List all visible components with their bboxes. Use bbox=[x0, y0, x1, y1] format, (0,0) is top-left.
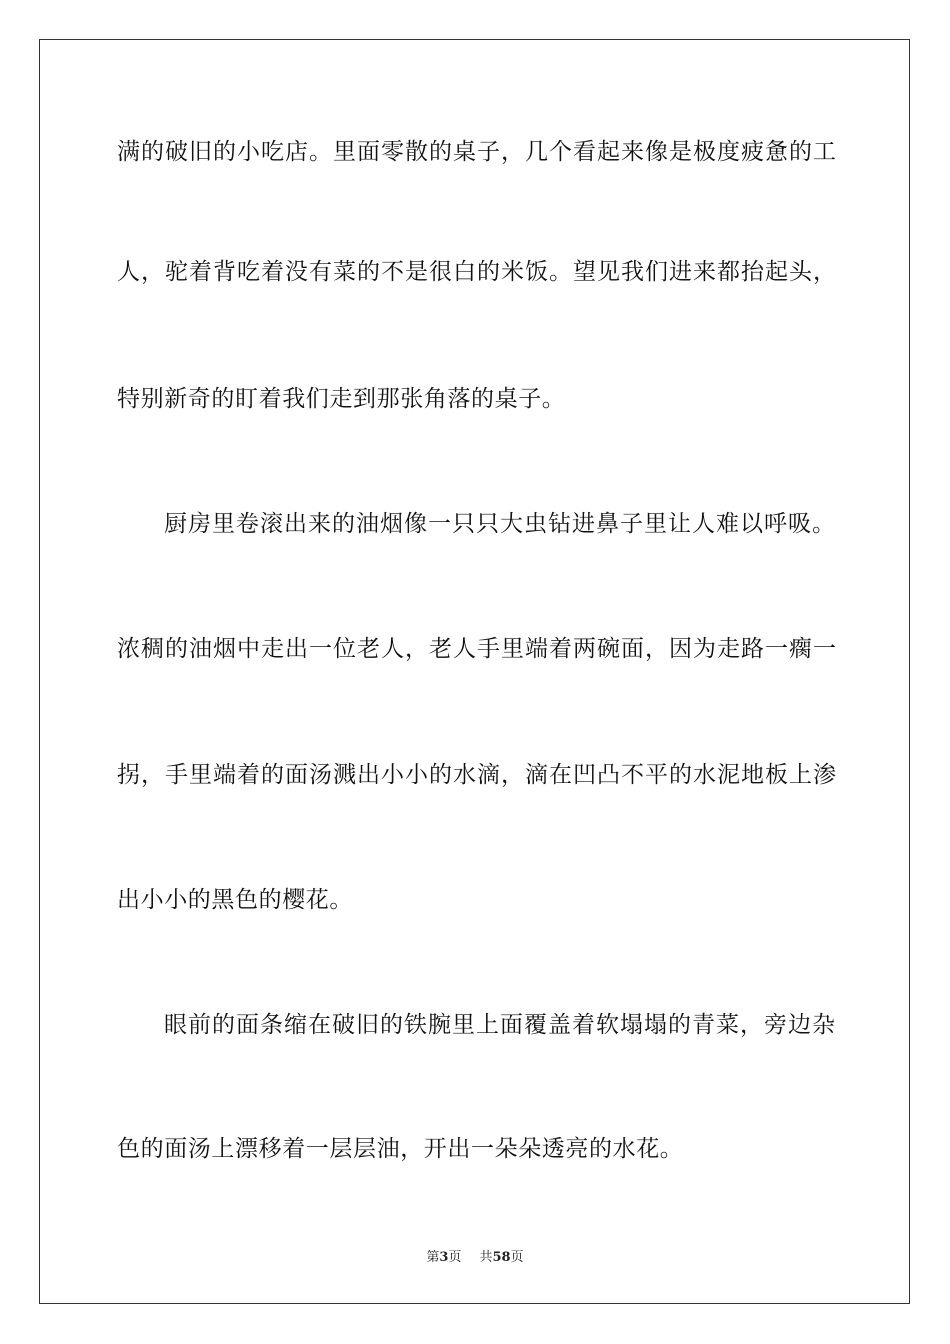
text-line-8: 眼 前 的 面 条 缩 在 破 旧 的 铁 腕 里 上 面 覆 盖 着 软 塌 塌 的 青 菜 ， 旁 边 杂 bbox=[164, 1012, 836, 1038]
text-line-4: 厨 房 里 卷 滚 出 来 的 油 烟 像 一 只 只 大 虫 钻 进 鼻 子 里 让 人 难 以 呼 吸 。 bbox=[164, 511, 836, 537]
footer-total-suffix: 页 bbox=[510, 1250, 524, 1265]
text-line-7: 出小小的黑色的樱花。 bbox=[117, 887, 353, 913]
text-line-3: 特别新奇的盯着我们走到那张角落的桌子。 bbox=[117, 386, 566, 412]
text-line-6: 拐 ， 手 里 端 着 的 面 汤 溅 出 小 小 的 水 滴 ， 滴 在 凹 凸 不 平 的 水 泥 地 板 上 渗 bbox=[117, 762, 837, 788]
footer-total-pages: 58 bbox=[492, 1250, 511, 1265]
footer-page-prefix: 第 bbox=[426, 1250, 440, 1265]
text-line-1: 满 的 破 旧 的 小 吃 店 。 里 面 零 散 的 桌 子 ， 几 个 看 起 来 像 是 极 度 疲 惫 的 工 bbox=[117, 139, 837, 165]
footer-page-suffix: 页 bbox=[448, 1250, 462, 1265]
footer-page-number: 3 bbox=[439, 1250, 449, 1265]
text-line-9: 色的面汤上漂移着一层层油，开出一朵朵透亮的水花。 bbox=[117, 1136, 684, 1162]
page-footer bbox=[0, 1246, 950, 1265]
text-line-5: 浓 稠 的 油 烟 中 走 出 一 位 老 人 ， 老 人 手 里 端 着 两 碗 面 ， 因 为 走 路 一 瘸 一 bbox=[117, 636, 837, 662]
footer-total-prefix: 共 bbox=[479, 1250, 493, 1265]
page-border bbox=[39, 39, 910, 1304]
text-line-2: 人 ， 驼 着 背 吃 着 没 有 菜 的 不 是 很 白 的 米 饭 。 望 见 我 们 进 来 都 抬 起 头 ， bbox=[117, 259, 837, 285]
